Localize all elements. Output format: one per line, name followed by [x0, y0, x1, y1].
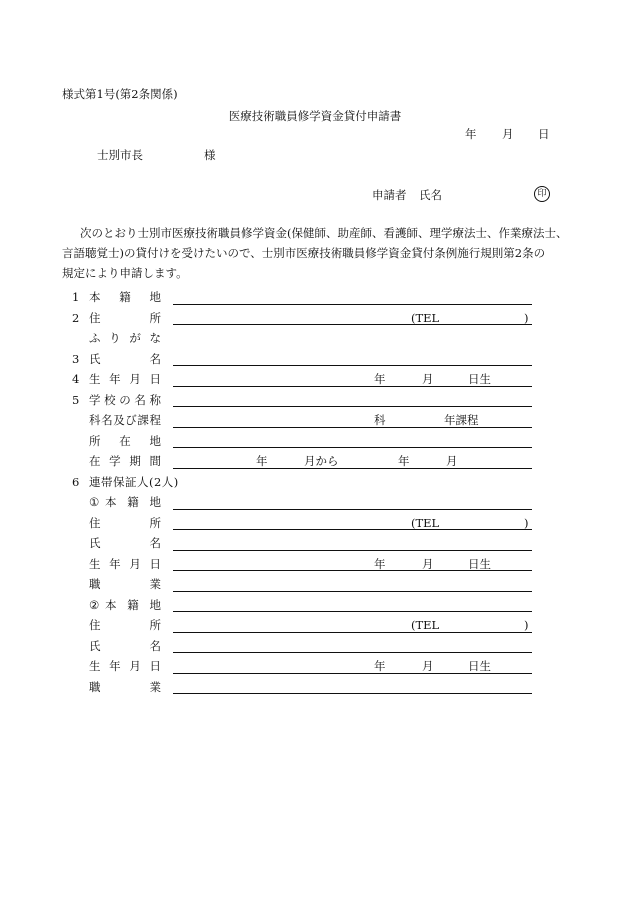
guarantor-1-domicile	[72, 492, 532, 513]
birth-month-label: 月	[422, 659, 434, 673]
school-entry-line[interactable]	[173, 406, 532, 407]
applicant-name-label: 氏名	[419, 188, 442, 202]
field-label: 所 在 地	[89, 433, 161, 448]
guarantor-2-address	[72, 615, 532, 636]
document-title: 医療技術職員修学資金貸付申請書	[228, 109, 402, 123]
birth-year-label: 年	[374, 372, 386, 386]
period-year-end: 年	[398, 454, 410, 468]
period-entry-line[interactable]	[173, 468, 532, 469]
application-fields	[72, 287, 532, 697]
form-number: 様式第1号(第2条関係)	[62, 87, 178, 101]
guarantor-2-job-line[interactable]	[173, 693, 532, 694]
guarantor-2-birth	[72, 656, 532, 677]
tel-open: (TEL	[411, 515, 440, 530]
applicant-label: 申請者	[372, 188, 407, 202]
field-label: 科名及び課程	[89, 413, 161, 427]
birth-day-label: 日生	[468, 556, 491, 571]
field-address	[72, 308, 532, 329]
field-birth	[72, 369, 532, 390]
field-school	[72, 390, 532, 411]
field-label: 生 年 月 日	[89, 556, 161, 571]
date-day-label: 日	[538, 127, 550, 141]
guarantor-2-domicile-line[interactable]	[173, 611, 532, 612]
field-label: 在 学 期 間	[89, 454, 161, 468]
tel-close: )	[524, 618, 529, 632]
field-number: 5	[72, 392, 80, 407]
intro-line-3: 規定により申請します。	[62, 266, 188, 280]
field-label: 職 業	[89, 679, 161, 694]
period-year-start: 年	[256, 454, 268, 468]
intro-line-2: 言語聴覚士)の貸付けを受けたいので、士別市医療技術職員修学資金貸付条例施行規則第2条の	[62, 246, 546, 260]
field-label: 住 所	[89, 515, 161, 530]
guarantor-1-birth	[72, 554, 532, 575]
field-name	[72, 349, 532, 370]
birth-month-label: 月	[422, 372, 434, 386]
domicile-entry-line[interactable]	[173, 304, 532, 305]
field-number: 4	[72, 372, 80, 386]
field-location	[72, 431, 532, 452]
location-entry-line[interactable]	[173, 447, 532, 448]
date-month-label: 月	[502, 127, 514, 141]
field-label: ふ り が な	[89, 331, 161, 345]
guarantor-marker: ②	[89, 597, 100, 612]
field-label: 生 年 月 日	[89, 659, 161, 673]
guarantor-2-address-line[interactable]	[173, 632, 532, 633]
guarantor-1-domicile-line[interactable]	[173, 509, 532, 510]
seal-mark: 印	[534, 186, 550, 202]
field-label: 氏 名	[89, 536, 161, 550]
name-entry-line[interactable]	[173, 365, 532, 366]
field-label: 生 年 月 日	[89, 372, 161, 386]
guarantor-1-job	[72, 574, 532, 595]
guarantor-1-name-line[interactable]	[173, 550, 532, 551]
field-label: 住 所	[89, 310, 161, 325]
tel-close: )	[524, 515, 529, 530]
addressee: 士別市長	[97, 148, 143, 162]
dept-label: 科	[374, 413, 386, 427]
field-label: 本 籍 地	[105, 597, 161, 612]
birth-month-label: 月	[422, 556, 434, 571]
tel-open: (TEL	[411, 310, 440, 325]
birth-year-label: 年	[374, 659, 386, 673]
field-domicile	[72, 287, 532, 308]
tel-close: )	[524, 310, 529, 325]
field-label: 氏 名	[89, 638, 161, 653]
guarantor-1-address-line[interactable]	[173, 529, 532, 530]
birth-day-label: 日生	[468, 372, 491, 386]
field-label: 本 籍 地	[105, 495, 161, 509]
addressee-honorific: 様	[204, 148, 216, 162]
tel-open: (TEL	[411, 618, 440, 632]
guarantor-2-domicile	[72, 595, 532, 616]
guarantor-marker: ①	[89, 495, 100, 509]
period-month-from: 月から	[304, 454, 339, 468]
field-course	[72, 410, 532, 431]
intro-paragraph	[62, 223, 582, 283]
field-label: 氏 名	[89, 351, 161, 366]
field-number: 6	[72, 474, 80, 489]
guarantor-1-name	[72, 533, 532, 554]
field-number: 3	[72, 351, 80, 366]
guarantor-1-job-line[interactable]	[173, 591, 532, 592]
field-period	[72, 451, 532, 472]
guarantor-2-name-line[interactable]	[173, 652, 532, 653]
intro-line-1: 次のとおり士別市医療技術職員修学資金(保健師、助産師、看護師、理学療法士、作業療法士、	[80, 226, 568, 240]
field-number: 1	[72, 290, 80, 304]
guarantor-1-address	[72, 513, 532, 534]
birth-day-label: 日生	[468, 659, 491, 673]
field-label: 職 業	[89, 577, 161, 591]
guarantor-2-name	[72, 636, 532, 657]
field-furigana	[72, 328, 532, 349]
field-number: 2	[72, 310, 80, 325]
birth-year-label: 年	[374, 556, 386, 571]
period-month-end: 月	[446, 454, 458, 468]
field-label: 本 籍 地	[89, 290, 161, 304]
guarantor-heading	[72, 472, 532, 493]
address-entry-line[interactable]	[173, 324, 532, 325]
field-label: 住 所	[89, 618, 161, 632]
course-year-label: 年課程	[444, 413, 479, 427]
guarantor-heading-label: 連帯保証人(2人)	[89, 474, 179, 489]
date-year-label: 年	[465, 127, 477, 141]
guarantor-2-job	[72, 677, 532, 698]
field-label: 学校の名称	[89, 392, 161, 407]
